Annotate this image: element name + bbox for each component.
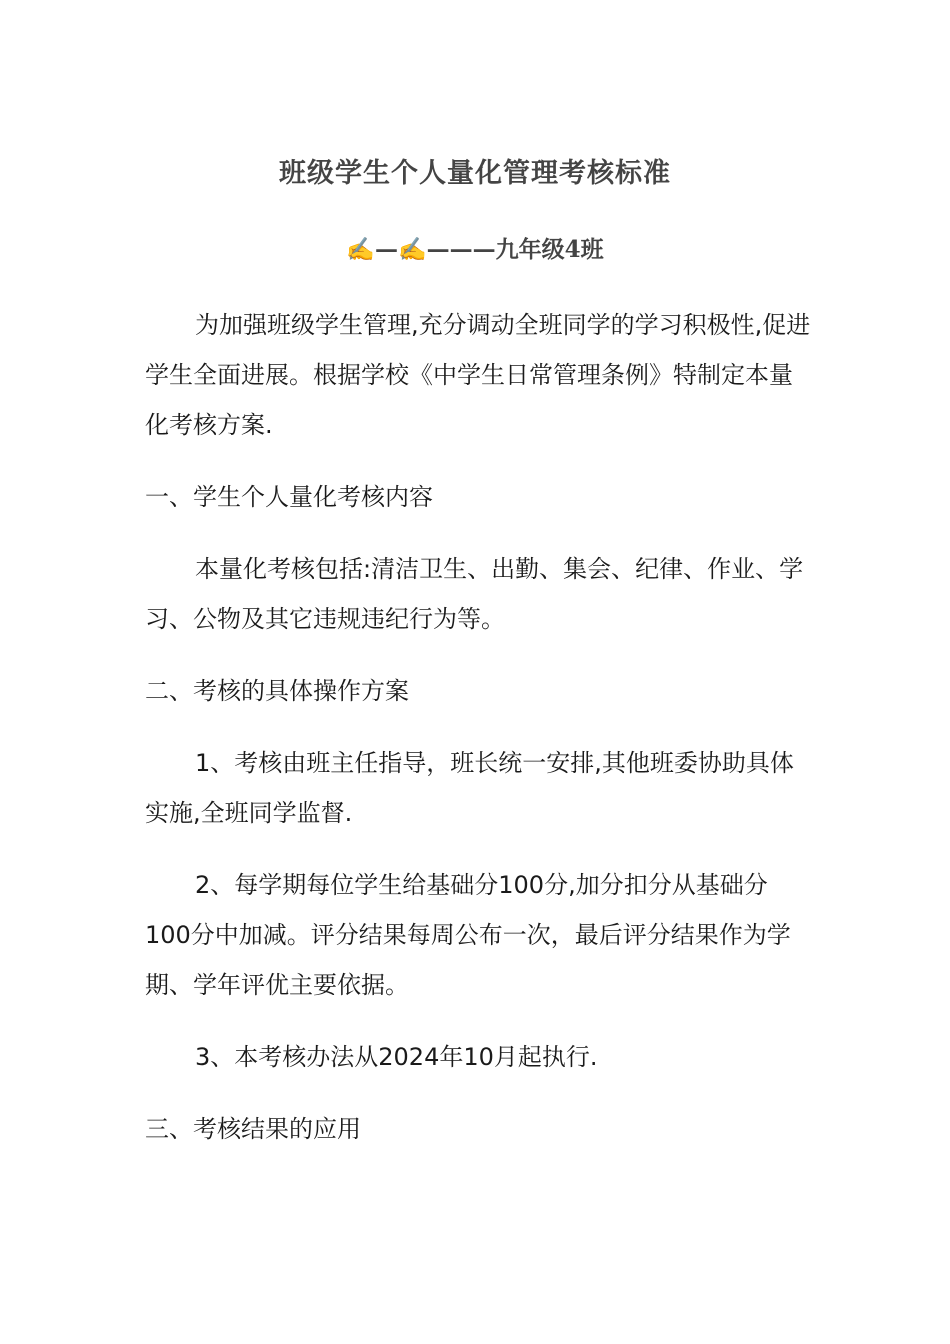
section1-heading: 一、学生个人量化考核内容 [145,483,433,511]
section2-heading: 二、考核的具体操作方案 [145,677,409,705]
writing-hand-icon: ✍ [346,237,375,263]
section1-body: 本量化考核包括:清洁卫生、出勤、集会、纪律、作业、学习、公物及其它违规违纪行为等。 [145,555,804,633]
class-name: 九年级4班 [495,236,604,263]
subtitle-dash: — [374,236,398,263]
subtitle-dashes: ——— [426,236,496,263]
section3-heading: 三、考核结果的应用 [145,1115,361,1143]
document-subtitle [0,228,950,272]
item-2: 2、每学期每位学生给基础分100分,加分扣分从基础分100分中加减。评分结果每周公布一次，最后评分结果作为学期、学年评优主要依据。 [145,871,791,999]
document-title: 班级学生个人量化管理考核标准 [279,158,671,189]
item-1: 1、考核由班主任指导，班长统一安排,其他班委协助具体实施,全班同学监督. [145,749,794,827]
item-3: 3、本考核办法从2024年10月起执行. [195,1043,598,1071]
writing-hand-icon: ✍ [397,237,427,263]
intro-paragraph: 为加强班级学生管理,充分调动全班同学的学习积极性,促进学生全面进展。根据学校《中学生日常管理条例》特制定本量化考核方案. [145,311,811,439]
